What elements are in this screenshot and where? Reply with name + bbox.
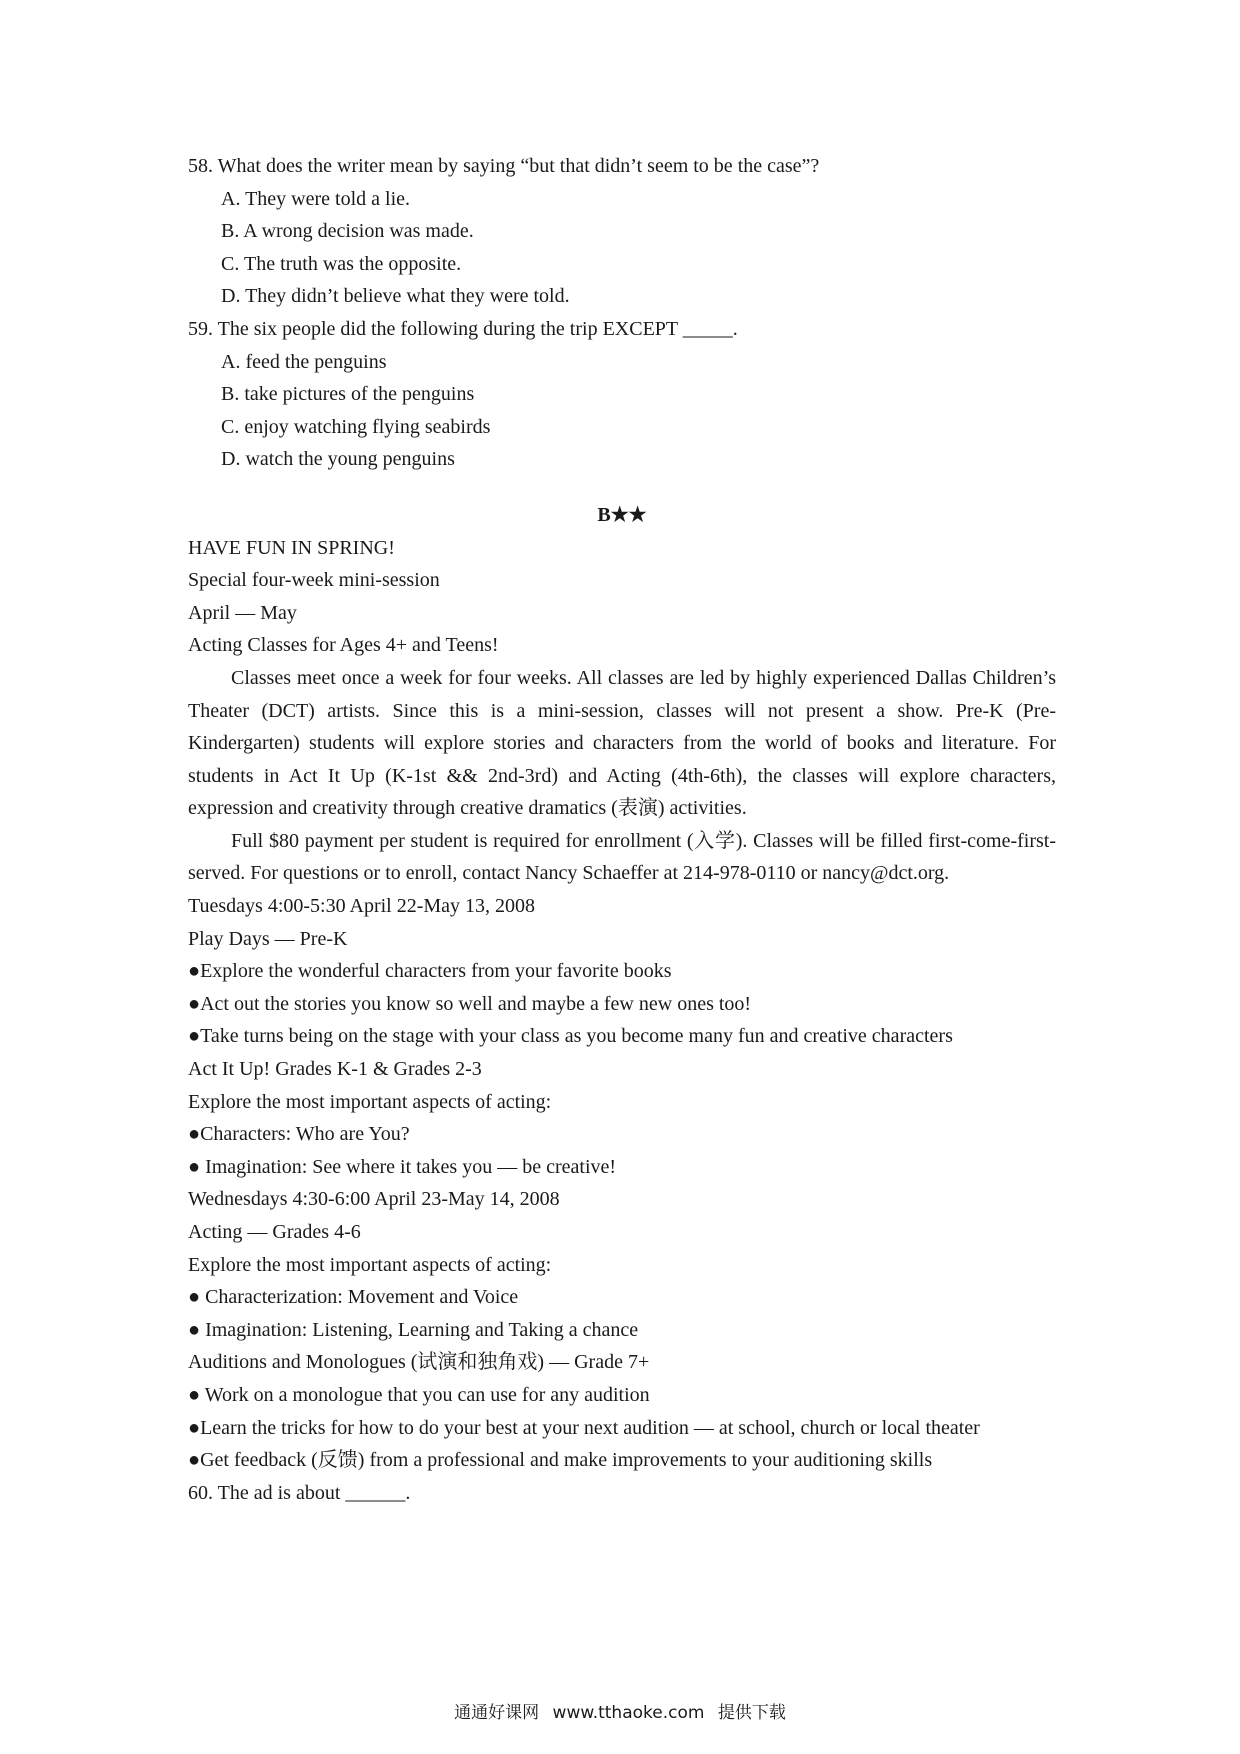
option-b: B. take pictures of the penguins: [221, 383, 475, 406]
question-stem: 59. The six people did the following during the trip EXCEPT _____.: [188, 317, 738, 340]
ad-title: HAVE FUN IN SPRING!: [188, 536, 395, 559]
document-page: [188, 150, 1056, 1509]
ad-subtitle: Special four-week mini-session: [188, 569, 440, 592]
option-c: C. enjoy watching flying seabirds: [221, 415, 491, 438]
question-stem: 58. What does the writer mean by saying “but that didn’t seem to be the case”?: [188, 155, 820, 177]
footer-site-name: 通通好课网: [454, 1703, 540, 1723]
bullet-item: ●Act out the stories you know so well and maybe a few new ones too!: [188, 992, 752, 1015]
option-d: D. They didn’t believe what they were told.: [221, 285, 570, 308]
footer-url[interactable]: www.tthaoke.com: [552, 1703, 705, 1723]
bullet-item: ●Learn the tricks for how to do your best at your next audition — at school, church or local theater: [188, 1416, 980, 1439]
schedule-line: Tuesdays 4:00-5:30 April 22-May 13, 2008: [188, 895, 536, 918]
class-title: Acting — Grades 4-6: [188, 1221, 361, 1243]
question-58: [188, 150, 1056, 313]
class-title: Play Days — Pre-K: [188, 927, 348, 950]
bullet-item: ●Get feedback (反馈) from a professional and make improvements to your auditioning skills: [188, 1449, 933, 1472]
option-b: B. A wrong decision was made.: [221, 220, 474, 243]
option-d: D. watch the young penguins: [221, 448, 455, 471]
ad-paragraph: Classes meet once a week for four weeks. All classes are led by highly experienced Dallas Children’s Theater (DCT) artists. Since this is a mini-session, classes will not present a show. Pre-K (Pre-Kindergarten) students will explore stories and characters from the world of books and literature. For students in Act It Up (K-1st && 2nd-3rd) and Acting (4th-6th), the classes will explore characters, expression and creativity through creative dramatics (表演) activities.: [188, 666, 1056, 820]
ad-header: [188, 532, 1056, 662]
class-title: Act It Up! Grades K-1 & Grades 2-3: [188, 1058, 482, 1081]
bullet-item: ● Characterization: Movement and Voice: [188, 1286, 519, 1309]
ad-tagline: Acting Classes for Ages 4+ and Teens!: [188, 634, 499, 657]
option-a: A. feed the penguins: [221, 350, 387, 373]
footer-action: 提供下载: [717, 1703, 786, 1723]
ad-dates: April — May: [188, 601, 297, 624]
option-a: A. They were told a lie.: [221, 187, 411, 210]
section-heading: B★★: [597, 503, 647, 526]
class-intro: Explore the most important aspects of acting:: [188, 1090, 552, 1113]
class-intro: Explore the most important aspects of acting:: [188, 1253, 552, 1276]
question-59: [188, 313, 1056, 476]
option-c: C. The truth was the opposite.: [221, 252, 462, 275]
bullet-item: ● Imagination: Listening, Learning and Taking a chance: [188, 1318, 639, 1341]
ad-schedule: [188, 890, 1056, 1509]
bullet-item: ●Take turns being on the stage with your class as you become many fun and creative characters: [188, 1025, 953, 1048]
question-60-stem: 60. The ad is about ______.: [188, 1481, 411, 1504]
bullet-item: ● Work on a monologue that you can use for any audition: [188, 1383, 650, 1406]
schedule-line: Wednesdays 4:30-6:00 April 23-May 14, 2008: [188, 1188, 560, 1211]
bullet-item: ●Characters: Who are You?: [188, 1123, 410, 1146]
page-footer: [0, 1698, 1240, 1723]
bullet-item: ● Imagination: See where it takes you — be creative!: [188, 1155, 617, 1178]
class-title: Auditions and Monologues (试演和独角戏) — Grade 7+: [188, 1351, 650, 1374]
bullet-item: ●Explore the wonderful characters from your favorite books: [188, 960, 672, 983]
ad-paragraph: Full $80 payment per student is required for enrollment (入学). Classes will be filled first-come-first-served. For questions or to enroll, contact Nancy Schaeffer at 214-978-0110 or nancy@dct.org.: [188, 829, 1056, 885]
